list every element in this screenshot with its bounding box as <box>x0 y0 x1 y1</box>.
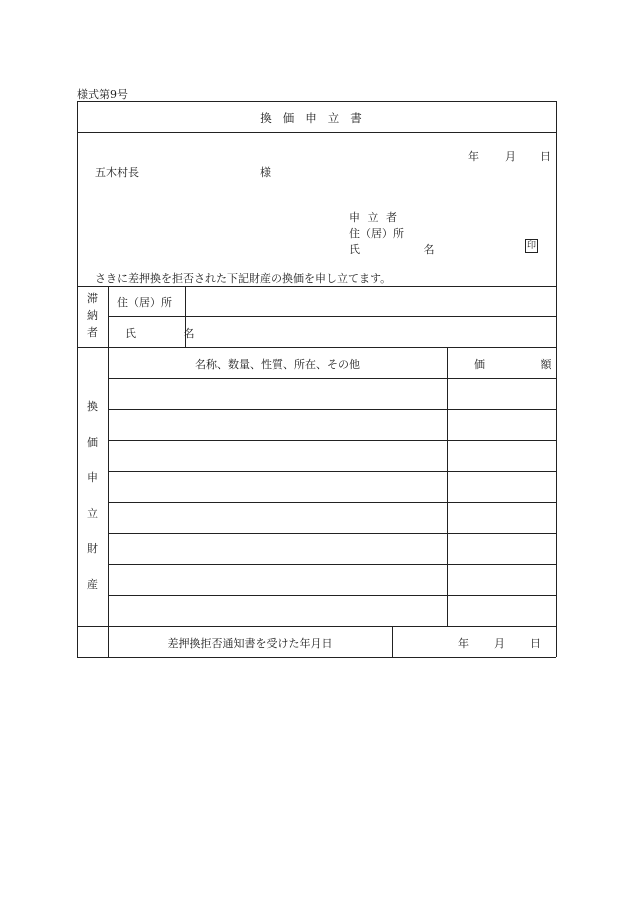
property-description-cell[interactable] <box>109 441 446 470</box>
delinquent-label-char: 者 <box>87 326 98 339</box>
property-description-cell[interactable] <box>109 534 446 563</box>
delinquent-name-label: 氏 名 <box>125 327 217 340</box>
delinquent-name-field[interactable] <box>186 317 555 346</box>
applicant-address-label: 住（居）所 <box>349 227 404 240</box>
form-number: 様式第9号 <box>77 88 128 101</box>
property-label <box>77 389 108 602</box>
property-price-cell[interactable] <box>448 503 555 532</box>
property-col-description: 名称、数量、性質、所在、その他 <box>195 358 360 371</box>
property-price-cell[interactable] <box>448 410 555 439</box>
addressee-honorific: 様 <box>260 166 271 179</box>
property-description-cell[interactable] <box>109 472 446 501</box>
delinquent-address-label: 住（居）所 <box>117 296 172 309</box>
date-month: 月 <box>505 150 516 163</box>
property-section-divider <box>77 626 556 627</box>
property-label-char: 価 <box>87 435 98 449</box>
addressee-name: 五木村長 <box>95 166 139 179</box>
property-col-price: 価 額 <box>474 358 578 371</box>
form-title: 換価申立書 <box>260 111 373 125</box>
property-description-cell[interactable] <box>109 379 446 408</box>
footer-label: 差押換拒否通知書を受けた年月日 <box>167 637 333 650</box>
property-label-char: 申 <box>87 471 98 484</box>
property-description-cell[interactable] <box>109 565 446 594</box>
property-description-cell[interactable] <box>109 410 446 439</box>
property-label-char: 立 <box>87 506 98 520</box>
date-year: 年 <box>468 150 479 163</box>
footer-date-divider <box>392 626 393 657</box>
delinquent-address-field[interactable] <box>186 287 555 315</box>
delinquent-label-char: 納 <box>87 309 98 322</box>
delinquent-section-divider <box>77 347 556 348</box>
delinquent-label-char: 滞 <box>87 292 98 305</box>
applicant-label: 申 立 者 <box>349 211 399 224</box>
footer-year: 年 <box>458 637 469 650</box>
property-label-char: 換 <box>87 400 98 413</box>
title-divider <box>77 132 556 133</box>
property-label-char: 産 <box>87 577 98 591</box>
property-description-cell[interactable] <box>109 596 446 625</box>
property-description-cell[interactable] <box>109 503 446 532</box>
outer-right-border <box>556 101 557 657</box>
delinquent-label <box>77 290 108 341</box>
property-price-cell[interactable] <box>448 441 555 470</box>
seal-mark: 印 <box>526 241 536 251</box>
footer-day: 日 <box>530 637 541 650</box>
property-price-cell[interactable] <box>448 596 555 625</box>
property-label-char: 財 <box>87 542 98 555</box>
statement-text: さきに差押換を拒否された下記財産の換価を申し立てます。 <box>95 272 392 285</box>
property-price-cell[interactable] <box>448 565 555 594</box>
property-price-cell[interactable] <box>448 534 555 563</box>
property-price-cell[interactable] <box>448 472 555 501</box>
property-price-cell[interactable] <box>448 379 555 408</box>
outer-bottom-border <box>77 657 556 658</box>
footer-month: 月 <box>494 637 505 650</box>
outer-top-border <box>77 101 556 102</box>
applicant-name-label: 氏 名 <box>349 243 465 256</box>
date-day: 日 <box>540 150 551 163</box>
